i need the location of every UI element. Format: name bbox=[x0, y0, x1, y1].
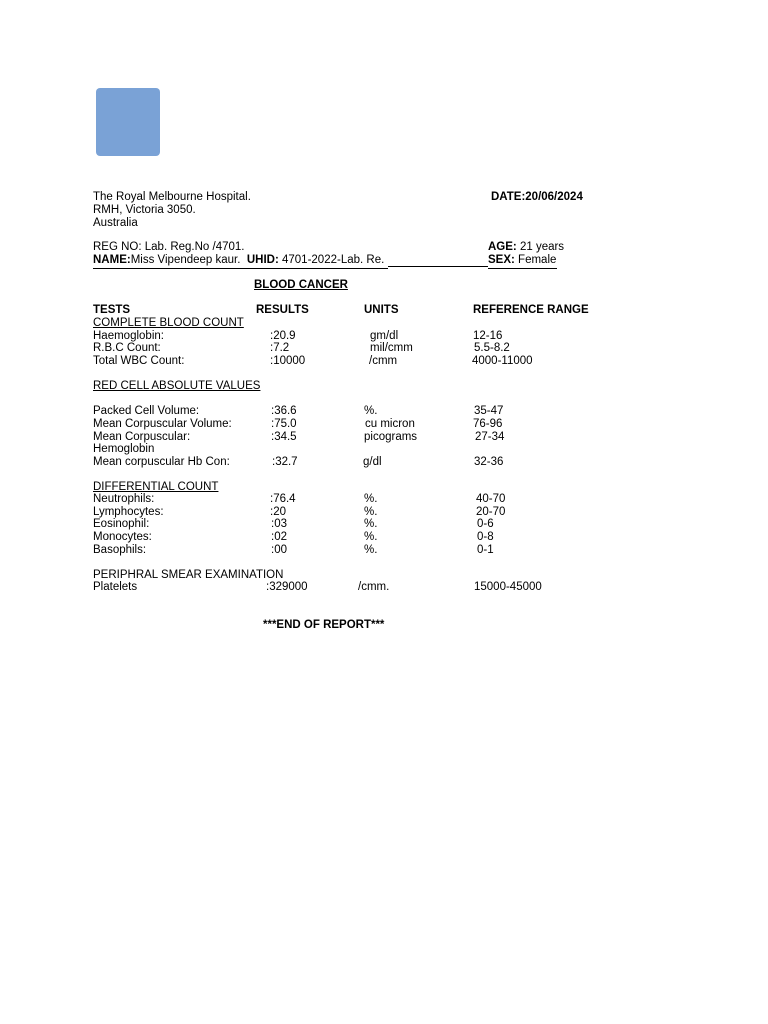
patient-sex bbox=[488, 255, 557, 269]
test-name: Monocytes: bbox=[93, 531, 152, 543]
test-result: :03 bbox=[271, 518, 287, 530]
section-title-smear: PERIPHRAL SMEAR EXAMINATION bbox=[93, 569, 284, 581]
end-of-report: ***END OF REPORT*** bbox=[263, 619, 385, 631]
uhid-label: UHID: bbox=[246, 254, 279, 266]
test-result: :7.2 bbox=[270, 342, 290, 354]
patient-name-line bbox=[93, 255, 388, 269]
test-unit: %. bbox=[364, 518, 378, 530]
hospital-name: The Royal Melbourne Hospital. bbox=[93, 191, 251, 203]
test-name: Basophils: bbox=[93, 544, 147, 556]
name-label: NAME: bbox=[93, 254, 131, 266]
date-label: DATE: bbox=[491, 191, 526, 203]
test-result: :329000 bbox=[266, 581, 308, 593]
test-result: :34.5 bbox=[271, 431, 297, 443]
test-range: 0-6 bbox=[477, 518, 494, 530]
report-title: BLOOD CANCER bbox=[254, 279, 348, 291]
sex-value: Female bbox=[518, 254, 557, 266]
col-results: RESULTS bbox=[256, 304, 309, 316]
test-range: 35-47 bbox=[474, 405, 504, 417]
test-range: 5.5-8.2 bbox=[474, 342, 510, 354]
test-name: Mean corpuscular Hb Con: bbox=[93, 456, 230, 468]
test-unit: %. bbox=[364, 493, 378, 505]
test-range: 40-70 bbox=[476, 493, 506, 505]
test-range: 15000-45000 bbox=[474, 581, 542, 593]
test-result: :00 bbox=[271, 544, 287, 556]
report-date bbox=[491, 192, 583, 204]
test-unit: picograms bbox=[364, 431, 418, 443]
test-result: :75.0 bbox=[271, 418, 297, 430]
test-result: :76.4 bbox=[270, 493, 296, 505]
age-label: AGE: bbox=[488, 241, 517, 253]
test-result: :36.6 bbox=[271, 405, 297, 417]
test-name: Haemoglobin: bbox=[93, 330, 164, 342]
sex-label: SEX: bbox=[488, 254, 515, 266]
test-name: Mean Corpuscular Volume: bbox=[93, 418, 232, 430]
test-result: :10000 bbox=[270, 355, 306, 367]
test-name: Packed Cell Volume: bbox=[93, 405, 200, 417]
test-result: :20 bbox=[270, 506, 286, 518]
name-underline-extension bbox=[388, 266, 488, 267]
test-name: R.B.C Count: bbox=[93, 342, 161, 354]
test-unit: /cmm bbox=[369, 355, 398, 367]
test-range: 0-1 bbox=[477, 544, 494, 556]
test-range: 4000-11000 bbox=[472, 355, 533, 367]
name-value: Miss Vipendeep kaur. bbox=[130, 254, 241, 266]
test-unit: g/dl bbox=[363, 456, 382, 468]
test-name: Platelets bbox=[93, 581, 138, 593]
hospital-logo bbox=[96, 88, 160, 156]
reg-no: REG NO: Lab. Reg.No /4701. bbox=[93, 241, 245, 253]
test-result: :32.7 bbox=[272, 456, 298, 468]
age-value: 21 years bbox=[519, 241, 565, 253]
test-name: Total WBC Count: bbox=[93, 355, 185, 367]
test-unit: %. bbox=[364, 544, 378, 556]
col-reference-range: REFERENCE RANGE bbox=[473, 304, 589, 316]
date-value: 20/06/2024 bbox=[525, 191, 583, 203]
hospital-country: Australia bbox=[93, 217, 138, 229]
col-tests: TESTS bbox=[93, 304, 131, 316]
test-result: :02 bbox=[271, 531, 287, 543]
test-unit: %. bbox=[364, 506, 378, 518]
test-name-continued: Hemoglobin bbox=[93, 443, 155, 455]
test-range: 12-16 bbox=[473, 330, 503, 342]
test-unit: %. bbox=[364, 405, 378, 417]
test-range: 32-36 bbox=[474, 456, 504, 468]
hospital-address: RMH, Victoria 3050. bbox=[93, 204, 196, 216]
test-range: 20-70 bbox=[476, 506, 506, 518]
test-unit: cu micron bbox=[365, 418, 415, 430]
test-name: Lymphocytes: bbox=[93, 506, 164, 518]
test-name: Eosinophil: bbox=[93, 518, 150, 530]
test-unit: /cmm. bbox=[358, 581, 390, 593]
section-title-differential: DIFFERENTIAL COUNT bbox=[93, 481, 219, 493]
section-title-red-cell: RED CELL ABSOLUTE VALUES bbox=[93, 380, 261, 392]
test-range: 27-34 bbox=[475, 431, 505, 443]
test-range: 0-8 bbox=[477, 531, 494, 543]
section-title-cbc: COMPLETE BLOOD COUNT bbox=[93, 317, 244, 329]
patient-age bbox=[488, 242, 564, 254]
uhid-value: 4701-2022-Lab. Re. bbox=[282, 254, 385, 266]
test-name: Neutrophils: bbox=[93, 493, 155, 505]
test-result: :20.9 bbox=[270, 330, 296, 342]
test-name: Mean Corpuscular: bbox=[93, 431, 191, 443]
col-units: UNITS bbox=[364, 304, 399, 316]
test-unit: %. bbox=[364, 531, 378, 543]
test-range: 76-96 bbox=[473, 418, 503, 430]
test-unit: gm/dl bbox=[370, 330, 399, 342]
test-unit: mil/cmm bbox=[370, 342, 413, 354]
